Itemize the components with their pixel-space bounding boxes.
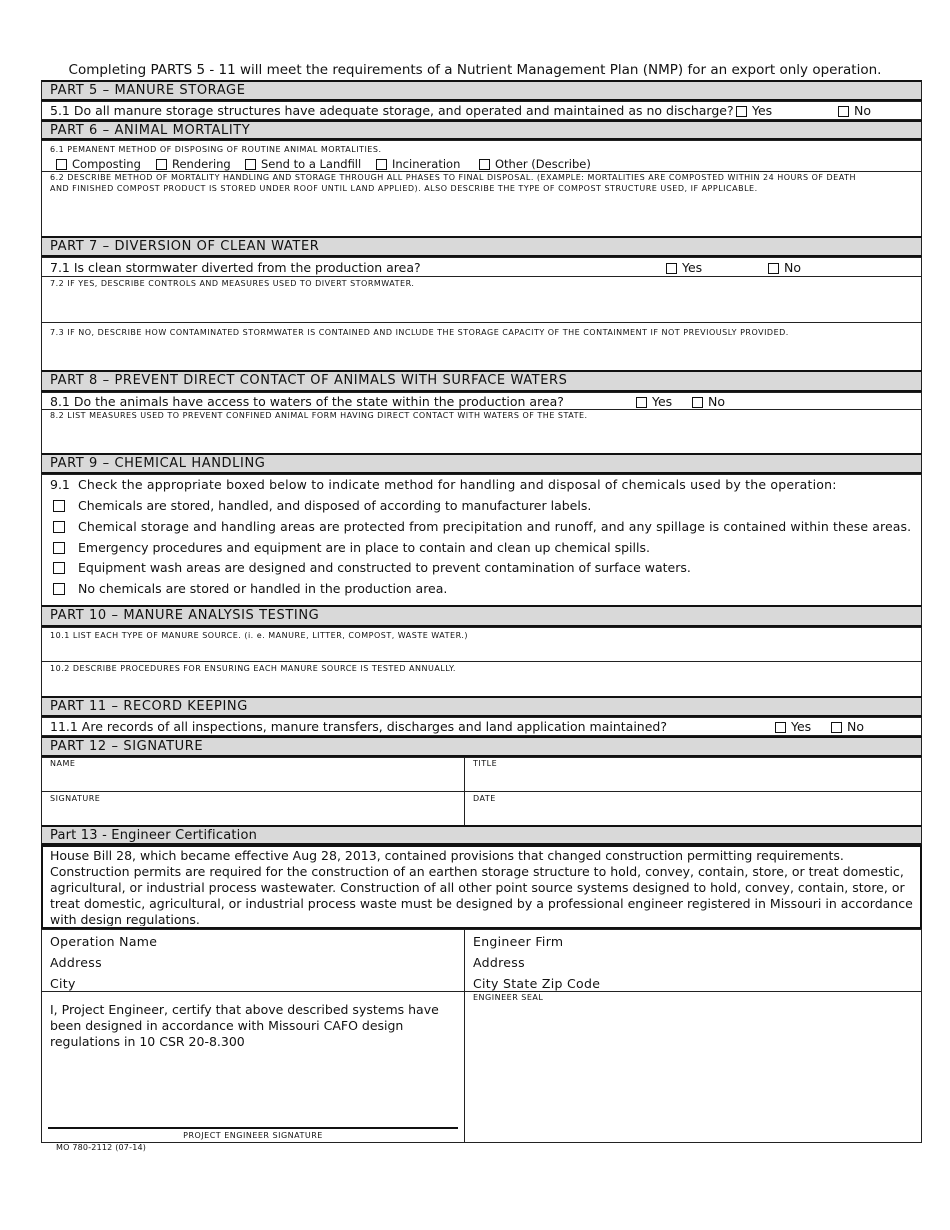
part6-header: PART 6 – ANIMAL MORTALITY [41,120,922,140]
engineer-signature-line [48,1127,458,1129]
engineer-signature-field[interactable] [48,1090,458,1126]
yes-label: Yes [652,394,673,409]
engineer-firm-label: Engineer Firm [473,934,564,949]
title-label: TITLE [473,759,498,768]
checkbox-icon[interactable] [53,542,65,554]
checkbox-icon[interactable] [53,500,65,512]
city-label: City [50,976,76,991]
no-label: No [708,394,725,409]
part8-q1: 8.1 Do the animals have access to waters of the state within the production area? [50,394,564,409]
no-label: No [784,260,801,275]
part6-option-other[interactable] [479,157,591,171]
checkbox-icon[interactable] [831,722,842,733]
address-right-label: Address [473,955,525,970]
no-label: No [854,103,871,118]
part6-q2-line2: AND FINISHED COMPOST PRODUCT IS STORED UNDER ROOF UNTIL LAND APPLIED). ALSO DESCRIBE THE TYPE OF COMPOST STRUCTURE USED, IF APPLICABLE. [50,184,758,193]
part6-option-incineration[interactable] [376,157,460,171]
part11-no-option[interactable] [831,719,864,734]
part6-q2-line1: 6.2 DESCRIBE METHOD OF MORTALITY HANDLING AND STORAGE THROUGH ALL PHASES TO FINAL DISPOSAL. (EXAMPLE: MORTALITIES ARE COMPOSTED WITHIN 24 HOURS OF DEATH [50,173,856,182]
yes-label: Yes [682,260,703,275]
option-label: Rendering [172,157,231,171]
option-label: Incineration [392,157,461,171]
part6-q1: 6.1 PEMANENT METHOD OF DISPOSING OF ROUTINE ANIMAL MORTALITIES. [50,145,382,154]
yes-label: Yes [791,719,812,734]
option-label: Other (Describe) [495,157,591,171]
checkbox-icon[interactable] [479,159,490,170]
part5-no-option[interactable] [838,103,871,118]
intro-text: Completing PARTS 5 - 11 will meet the requirements of a Nutrient Management Plan (NMP) for an export only operation. [68,62,882,78]
part13-left-divider [41,991,465,992]
part7-header: PART 7 – DIVERSION OF CLEAN WATER [41,236,922,257]
part9-q1: Check the appropriate boxed below to indicate method for handling and disposal of chemicals used by the operation: [78,477,837,492]
part10-q2: 10.2 DESCRIBE PROCEDURES FOR ENSURING EACH MANURE SOURCE IS TESTED ANNUALLY. [50,664,456,673]
city-state-zip-label: City State Zip Code [473,976,601,991]
checkbox-icon[interactable] [245,159,256,170]
engineer-seal-label: ENGINEER SEAL [473,993,544,1002]
part6-option-landfill[interactable] [245,157,361,171]
operation-name-label: Operation Name [50,934,158,949]
engineer-signature-label: PROJECT ENGINEER SIGNATURE [183,1131,323,1140]
option-label: Send to a Landfill [261,157,362,171]
item-label: No chemicals are stored or handled in the production area. [78,581,448,596]
part12-header: PART 12 – SIGNATURE [41,736,922,757]
signature-field[interactable] [42,805,462,825]
part8-yes-option[interactable] [636,394,672,409]
no-label: No [847,719,864,734]
item-label: Emergency procedures and equipment are in place to contain and clean up chemical spills. [78,540,650,555]
part9-item-5[interactable] [53,581,447,596]
checkbox-icon[interactable] [156,159,167,170]
checkbox-icon[interactable] [666,263,677,274]
part13-paragraph: House Bill 28, which became effective Aug 28, 2013, contained provisions that changed construction permitting requirements. Construction permits are required for the construction of an earthen storage structure to hold, convey, contain, store, or treat domestic, agricultural, or industrial process wastewater. Construction of all other point source systems designed to hold, convey, contain, store, or treat domestic, agricultural, or industrial process waste must be designed by a professional engineer registered in Missouri in accordance with design regulations. [50,848,913,926]
part9-header: PART 9 – CHEMICAL HANDLING [41,453,922,474]
checkbox-icon[interactable] [53,583,65,595]
date-field[interactable] [466,805,920,825]
checkbox-icon[interactable] [56,159,67,170]
item-label: Equipment wash areas are designed and constructed to prevent contamination of surface waters. [78,560,691,575]
signature-label: SIGNATURE [50,794,101,803]
part13-right-divider [464,991,922,992]
part13-header: Part 13 - Engineer Certification [41,825,922,845]
certify-statement: I, Project Engineer, certify that above described systems have been designed in accordance with Missouri CAFO design regulations in 10 CSR 20-8.300 [50,1002,439,1049]
engineer-seal-field[interactable] [466,1004,920,1140]
part5-q1: 5.1 Do all manure storage structures have adequate storage, and operated and maintained as no discharge? [50,103,734,118]
part13-divider [464,929,465,1143]
part9-item-2[interactable] [53,519,911,534]
checkbox-icon[interactable] [736,106,747,117]
name-label: NAME [50,759,76,768]
item-label: Chemicals are stored, handled, and disposed of according to manufacturer labels. [78,498,592,513]
part10-q1: 10.1 LIST EACH TYPE OF MANURE SOURCE. (i. e. MANURE, LITTER, COMPOST, WASTE WATER.) [50,631,469,640]
part8-no-option[interactable] [692,394,725,409]
checkbox-icon[interactable] [775,722,786,733]
part7-q2: 7.2 IF YES, DESCRIBE CONTROLS AND MEASURES USED TO DIVERT STORMWATER. [50,279,415,288]
part5-yes-option[interactable] [736,103,772,118]
form-number: MO 780-2112 (07-14) [56,1143,147,1152]
part9-item-3[interactable] [53,540,650,555]
address-left-label: Address [50,955,102,970]
checkbox-icon[interactable] [768,263,779,274]
item-label: Chemical storage and handling areas are protected from precipitation and runoff, and any spillage is contained within these areas. [78,519,912,534]
checkbox-icon[interactable] [692,397,703,408]
part7-no-option[interactable] [768,260,801,275]
part5-header: PART 5 – MANURE STORAGE [41,80,922,101]
part11-yes-option[interactable] [775,719,811,734]
part9-num: 9.1 [50,477,70,492]
date-label: DATE [473,794,496,803]
checkbox-icon[interactable] [376,159,387,170]
part6-option-composting[interactable] [56,157,141,171]
part9-item-1[interactable] [53,498,591,513]
part11-q1: 11.1 Are records of all inspections, manure transfers, discharges and land application maintained? [50,719,667,734]
checkbox-icon[interactable] [838,106,849,117]
name-field[interactable] [42,770,462,790]
checkbox-icon[interactable] [636,397,647,408]
option-label: Composting [72,157,141,171]
part7-q1: 7.1 Is clean stormwater diverted from the production area? [50,260,421,275]
part12-divider [464,757,465,826]
checkbox-icon[interactable] [53,521,65,533]
part11-header: PART 11 – RECORD KEEPING [41,696,922,717]
part8-q2: 8.2 LIST MEASURES USED TO PREVENT CONFINED ANIMAL FORM HAVING DIRECT CONTACT WITH WATERS OF THE STATE. [50,411,588,420]
yes-label: Yes [752,103,773,118]
part9-item-4[interactable] [53,560,691,575]
part7-q3: 7.3 IF NO, DESCRIBE HOW CONTAMINATED STORMWATER IS CONTAINED AND INCLUDE THE STORAGE CAPACITY OF THE CONTAINMENT IF NOT PREVIOUSLY PROVIDED. [50,328,789,337]
part8-header: PART 8 – PREVENT DIRECT CONTACT OF ANIMALS WITH SURFACE WATERS [41,370,922,392]
title-field[interactable] [466,770,920,790]
part6-option-rendering[interactable] [156,157,231,171]
part7-yes-option[interactable] [666,260,702,275]
part10-header: PART 10 – MANURE ANALYSIS TESTING [41,605,922,627]
checkbox-icon[interactable] [53,562,65,574]
